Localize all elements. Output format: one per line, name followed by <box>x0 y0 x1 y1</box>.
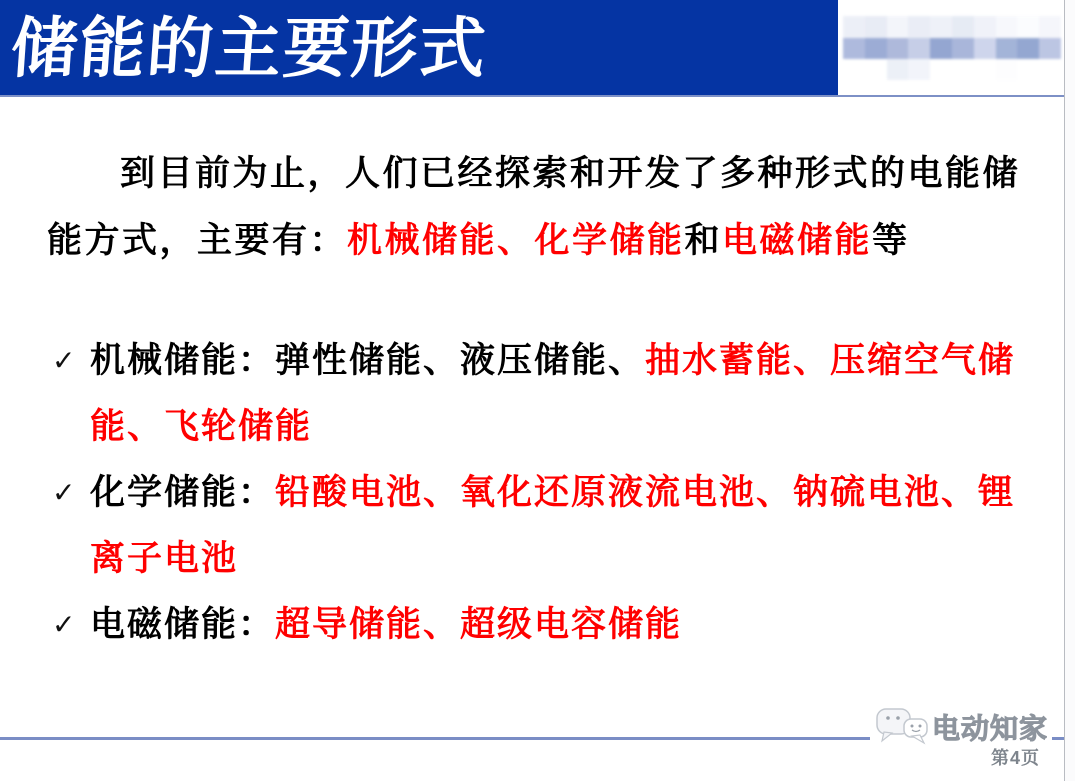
text-line <box>90 526 1052 592</box>
text-segment: 能方式，主要有： <box>47 221 348 260</box>
checkmark-icon: ✓ <box>52 477 78 508</box>
page-edge <box>1064 0 1075 781</box>
text-segment: 离子电池 <box>90 539 239 578</box>
text-line <box>47 207 1037 274</box>
list-item <box>52 592 1052 658</box>
page-title: 储能的主要形式 <box>8 11 490 85</box>
text-segment: 等 <box>872 221 910 260</box>
text-line <box>90 460 1052 526</box>
text-segment: 超导储能、超级电容储能 <box>275 605 683 644</box>
header-divider <box>0 95 1064 97</box>
blurred-watermark <box>843 16 1061 80</box>
text-segment: 抽水蓄能、压缩空气储 <box>645 341 1016 380</box>
text-segment: 机械储能、化学储能 <box>347 221 685 260</box>
list-item <box>52 460 1052 592</box>
text-line <box>90 592 1052 658</box>
text-segment: 电磁储能 <box>722 221 873 260</box>
page-number: 第4页 <box>990 748 1040 768</box>
text-segment: 到目前为止，人们已经探索和开发了多种形式的电能储 <box>120 154 1021 193</box>
text-segment: 化学储能： <box>90 473 276 512</box>
text-line <box>90 394 1052 460</box>
text-line <box>47 140 1037 207</box>
intro-paragraph <box>47 140 1037 274</box>
checkmark-icon: ✓ <box>52 345 78 376</box>
text-segment: 能、飞轮储能 <box>90 407 313 446</box>
text-segment: 机械储能：弹性储能、液压储能、 <box>90 341 646 380</box>
bullet-list <box>52 328 1052 658</box>
checkmark-icon: ✓ <box>52 609 78 640</box>
text-segment: 和 <box>684 221 723 260</box>
text-line <box>90 328 1052 394</box>
text-segment: 铅酸电池、氧化还原液流电池、钠硫电池、锂 <box>275 473 1016 512</box>
list-item <box>52 328 1052 460</box>
text-segment: 电磁储能： <box>90 605 276 644</box>
slide-header <box>0 0 838 95</box>
logo-text: 电动知家 <box>932 712 1049 744</box>
